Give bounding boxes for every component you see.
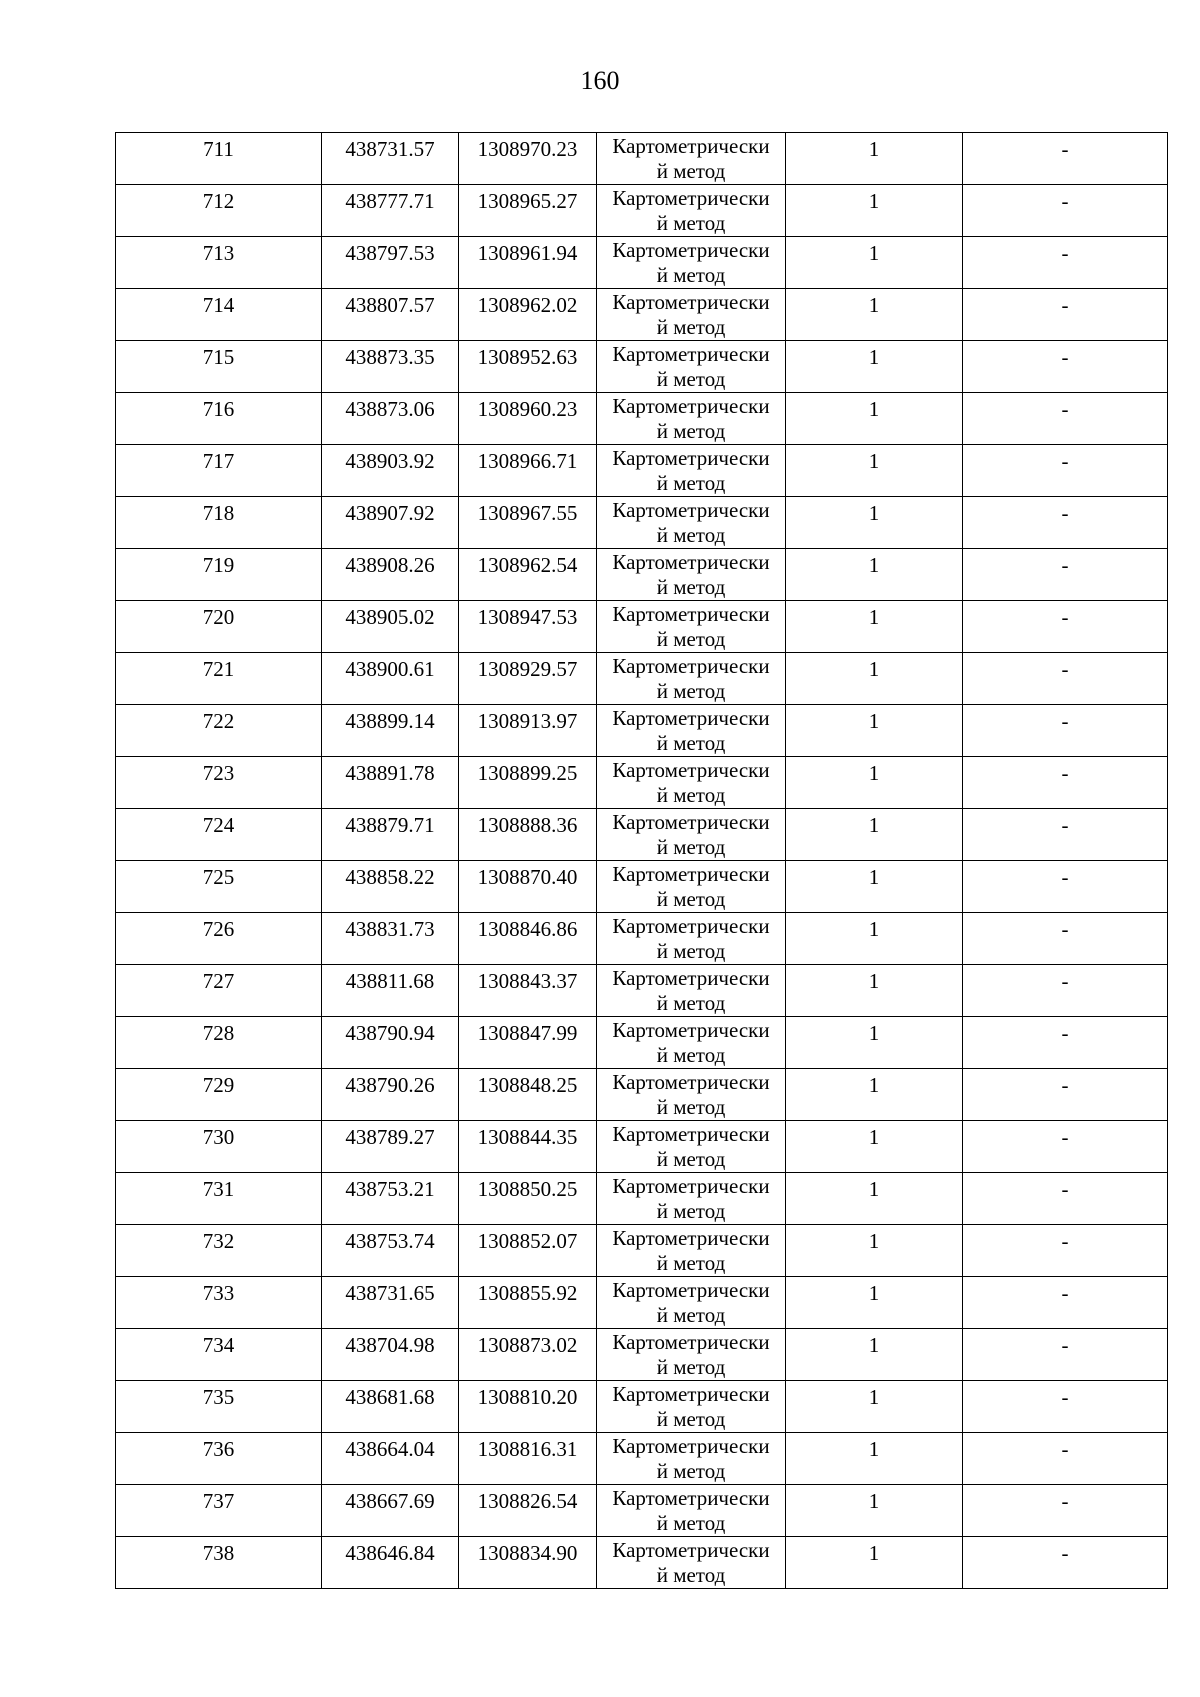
y-coordinate-cell: 1308870.40 bbox=[459, 861, 597, 913]
method-text-line-2: й метод bbox=[656, 835, 726, 859]
method-text-line-1: Картометрически bbox=[612, 758, 770, 782]
method-cell bbox=[597, 1173, 786, 1225]
method-text-line-1: Картометрически bbox=[612, 1122, 770, 1146]
method-text-line-1: Картометрически bbox=[612, 810, 770, 834]
y-coordinate-cell: 1308888.36 bbox=[459, 809, 597, 861]
point-number-cell: 738 bbox=[116, 1537, 322, 1589]
y-coordinate-cell: 1308847.99 bbox=[459, 1017, 597, 1069]
table-row bbox=[116, 913, 1168, 965]
method-cell bbox=[597, 705, 786, 757]
table-row bbox=[116, 809, 1168, 861]
x-coordinate-cell: 438789.27 bbox=[322, 1121, 459, 1173]
note-cell: - bbox=[963, 1329, 1168, 1381]
method-cell bbox=[597, 445, 786, 497]
x-coordinate-cell: 438899.14 bbox=[322, 705, 459, 757]
method-cell bbox=[597, 549, 786, 601]
note-cell: - bbox=[963, 237, 1168, 289]
y-coordinate-cell: 1308846.86 bbox=[459, 913, 597, 965]
table-row bbox=[116, 341, 1168, 393]
method-text-line-1: Картометрически bbox=[612, 1018, 770, 1042]
method-text-line-1: Картометрически bbox=[612, 706, 770, 730]
method-cell bbox=[597, 133, 786, 185]
method-text-line-2: й метод bbox=[656, 1563, 726, 1587]
table-row bbox=[116, 1433, 1168, 1485]
method-text-line-2: й метод bbox=[656, 1043, 726, 1067]
method-text-line-1: Картометрически bbox=[612, 498, 770, 522]
note-cell: - bbox=[963, 1381, 1168, 1433]
method-text-line-1: Картометрически bbox=[612, 1226, 770, 1250]
method-cell bbox=[597, 1485, 786, 1537]
method-text-line-2: й метод bbox=[656, 1511, 726, 1535]
method-text-line-2: й метод bbox=[656, 887, 726, 911]
y-coordinate-cell: 1308834.90 bbox=[459, 1537, 597, 1589]
x-coordinate-cell: 438664.04 bbox=[322, 1433, 459, 1485]
method-text-line-1: Картометрически bbox=[612, 394, 770, 418]
point-number-cell: 712 bbox=[116, 185, 322, 237]
method-text-line-2: й метод bbox=[656, 679, 726, 703]
method-text-line-2: й метод bbox=[656, 315, 726, 339]
accuracy-cell: 1 bbox=[786, 965, 963, 1017]
y-coordinate-cell: 1308844.35 bbox=[459, 1121, 597, 1173]
y-coordinate-cell: 1308967.55 bbox=[459, 497, 597, 549]
table-row bbox=[116, 237, 1168, 289]
y-coordinate-cell: 1308850.25 bbox=[459, 1173, 597, 1225]
table-row bbox=[116, 1277, 1168, 1329]
note-cell: - bbox=[963, 1433, 1168, 1485]
table-row bbox=[116, 861, 1168, 913]
accuracy-cell: 1 bbox=[786, 1173, 963, 1225]
note-cell: - bbox=[963, 601, 1168, 653]
table-row bbox=[116, 1173, 1168, 1225]
x-coordinate-cell: 438646.84 bbox=[322, 1537, 459, 1589]
point-number-cell: 722 bbox=[116, 705, 322, 757]
page-number: 160 bbox=[580, 66, 620, 95]
x-coordinate-cell: 438831.73 bbox=[322, 913, 459, 965]
table-row bbox=[116, 289, 1168, 341]
note-cell: - bbox=[963, 393, 1168, 445]
table-row bbox=[116, 1121, 1168, 1173]
table-row bbox=[116, 1069, 1168, 1121]
accuracy-cell: 1 bbox=[786, 757, 963, 809]
y-coordinate-cell: 1308855.92 bbox=[459, 1277, 597, 1329]
point-number-cell: 734 bbox=[116, 1329, 322, 1381]
point-number-cell: 730 bbox=[116, 1121, 322, 1173]
y-coordinate-cell: 1308961.94 bbox=[459, 237, 597, 289]
method-cell bbox=[597, 1017, 786, 1069]
note-cell: - bbox=[963, 965, 1168, 1017]
method-text-line-2: й метод bbox=[656, 419, 726, 443]
accuracy-cell: 1 bbox=[786, 1069, 963, 1121]
y-coordinate-cell: 1308965.27 bbox=[459, 185, 597, 237]
table-row bbox=[116, 1017, 1168, 1069]
accuracy-cell: 1 bbox=[786, 1537, 963, 1589]
method-cell bbox=[597, 757, 786, 809]
method-text-line-2: й метод bbox=[656, 263, 726, 287]
method-cell bbox=[597, 393, 786, 445]
y-coordinate-cell: 1308966.71 bbox=[459, 445, 597, 497]
note-cell: - bbox=[963, 861, 1168, 913]
method-cell bbox=[597, 1225, 786, 1277]
method-text-line-2: й метод bbox=[656, 1459, 726, 1483]
note-cell: - bbox=[963, 809, 1168, 861]
accuracy-cell: 1 bbox=[786, 861, 963, 913]
method-text-line-1: Картометрически bbox=[612, 446, 770, 470]
y-coordinate-cell: 1308810.20 bbox=[459, 1381, 597, 1433]
note-cell: - bbox=[963, 185, 1168, 237]
note-cell: - bbox=[963, 497, 1168, 549]
x-coordinate-cell: 438753.21 bbox=[322, 1173, 459, 1225]
note-cell: - bbox=[963, 653, 1168, 705]
y-coordinate-cell: 1308873.02 bbox=[459, 1329, 597, 1381]
point-number-cell: 724 bbox=[116, 809, 322, 861]
method-text-line-2: й метод bbox=[656, 575, 726, 599]
method-text-line-2: й метод bbox=[656, 991, 726, 1015]
accuracy-cell: 1 bbox=[786, 1277, 963, 1329]
x-coordinate-cell: 438873.06 bbox=[322, 393, 459, 445]
method-cell bbox=[597, 1433, 786, 1485]
point-number-cell: 733 bbox=[116, 1277, 322, 1329]
method-text-line-2: й метод bbox=[656, 159, 726, 183]
x-coordinate-cell: 438667.69 bbox=[322, 1485, 459, 1537]
point-number-cell: 719 bbox=[116, 549, 322, 601]
table-row bbox=[116, 497, 1168, 549]
accuracy-cell: 1 bbox=[786, 497, 963, 549]
table-row bbox=[116, 1381, 1168, 1433]
table-row bbox=[116, 445, 1168, 497]
table-row bbox=[116, 1537, 1168, 1589]
y-coordinate-cell: 1308843.37 bbox=[459, 965, 597, 1017]
method-text-line-1: Картометрически bbox=[612, 1538, 770, 1562]
method-text-line-2: й метод bbox=[656, 1407, 726, 1431]
x-coordinate-cell: 438753.74 bbox=[322, 1225, 459, 1277]
point-number-cell: 711 bbox=[116, 133, 322, 185]
method-cell bbox=[597, 965, 786, 1017]
table-row bbox=[116, 393, 1168, 445]
note-cell: - bbox=[963, 133, 1168, 185]
method-cell bbox=[597, 497, 786, 549]
method-text-line-1: Картометрически bbox=[612, 602, 770, 626]
method-text-line-2: й метод bbox=[656, 1095, 726, 1119]
method-text-line-1: Картометрически bbox=[612, 862, 770, 886]
method-text-line-1: Картометрически bbox=[612, 654, 770, 678]
accuracy-cell: 1 bbox=[786, 445, 963, 497]
point-number-cell: 736 bbox=[116, 1433, 322, 1485]
accuracy-cell: 1 bbox=[786, 705, 963, 757]
y-coordinate-cell: 1308826.54 bbox=[459, 1485, 597, 1537]
table-row bbox=[116, 601, 1168, 653]
accuracy-cell: 1 bbox=[786, 237, 963, 289]
point-number-cell: 723 bbox=[116, 757, 322, 809]
x-coordinate-cell: 438907.92 bbox=[322, 497, 459, 549]
method-cell bbox=[597, 1069, 786, 1121]
method-text-line-1: Картометрически bbox=[612, 550, 770, 574]
coordinates-table-body bbox=[116, 133, 1168, 1589]
method-text-line-2: й метод bbox=[656, 211, 726, 235]
point-number-cell: 717 bbox=[116, 445, 322, 497]
method-text-line-1: Картометрически bbox=[612, 1330, 770, 1354]
point-number-cell: 726 bbox=[116, 913, 322, 965]
x-coordinate-cell: 438797.53 bbox=[322, 237, 459, 289]
method-cell bbox=[597, 861, 786, 913]
y-coordinate-cell: 1308962.02 bbox=[459, 289, 597, 341]
accuracy-cell: 1 bbox=[786, 653, 963, 705]
y-coordinate-cell: 1308848.25 bbox=[459, 1069, 597, 1121]
method-text-line-2: й метод bbox=[656, 1147, 726, 1171]
point-number-cell: 728 bbox=[116, 1017, 322, 1069]
accuracy-cell: 1 bbox=[786, 1121, 963, 1173]
accuracy-cell: 1 bbox=[786, 185, 963, 237]
method-text-line-2: й метод bbox=[656, 1251, 726, 1275]
table-row bbox=[116, 549, 1168, 601]
table-row bbox=[116, 965, 1168, 1017]
point-number-cell: 715 bbox=[116, 341, 322, 393]
accuracy-cell: 1 bbox=[786, 133, 963, 185]
method-text-line-1: Картометрически bbox=[612, 186, 770, 210]
point-number-cell: 713 bbox=[116, 237, 322, 289]
method-text-line-1: Картометрически bbox=[612, 238, 770, 262]
table-row bbox=[116, 1485, 1168, 1537]
method-text-line-1: Картометрически bbox=[612, 1278, 770, 1302]
note-cell: - bbox=[963, 1537, 1168, 1589]
method-text-line-1: Картометрически bbox=[612, 1486, 770, 1510]
x-coordinate-cell: 438873.35 bbox=[322, 341, 459, 393]
method-cell bbox=[597, 1121, 786, 1173]
accuracy-cell: 1 bbox=[786, 289, 963, 341]
x-coordinate-cell: 438858.22 bbox=[322, 861, 459, 913]
x-coordinate-cell: 438879.71 bbox=[322, 809, 459, 861]
note-cell: - bbox=[963, 549, 1168, 601]
method-cell bbox=[597, 289, 786, 341]
method-cell bbox=[597, 185, 786, 237]
note-cell: - bbox=[963, 445, 1168, 497]
x-coordinate-cell: 438807.57 bbox=[322, 289, 459, 341]
y-coordinate-cell: 1308899.25 bbox=[459, 757, 597, 809]
accuracy-cell: 1 bbox=[786, 1381, 963, 1433]
accuracy-cell: 1 bbox=[786, 549, 963, 601]
table-row bbox=[116, 705, 1168, 757]
point-number-cell: 725 bbox=[116, 861, 322, 913]
accuracy-cell: 1 bbox=[786, 601, 963, 653]
x-coordinate-cell: 438777.71 bbox=[322, 185, 459, 237]
x-coordinate-cell: 438731.57 bbox=[322, 133, 459, 185]
method-text-line-1: Картометрически bbox=[612, 1070, 770, 1094]
method-text-line-2: й метод bbox=[656, 471, 726, 495]
point-number-cell: 737 bbox=[116, 1485, 322, 1537]
x-coordinate-cell: 438891.78 bbox=[322, 757, 459, 809]
accuracy-cell: 1 bbox=[786, 393, 963, 445]
point-number-cell: 731 bbox=[116, 1173, 322, 1225]
point-number-cell: 729 bbox=[116, 1069, 322, 1121]
note-cell: - bbox=[963, 341, 1168, 393]
x-coordinate-cell: 438790.26 bbox=[322, 1069, 459, 1121]
x-coordinate-cell: 438900.61 bbox=[322, 653, 459, 705]
y-coordinate-cell: 1308947.53 bbox=[459, 601, 597, 653]
x-coordinate-cell: 438903.92 bbox=[322, 445, 459, 497]
accuracy-cell: 1 bbox=[786, 1017, 963, 1069]
method-text-line-1: Картометрически bbox=[612, 966, 770, 990]
method-cell bbox=[597, 653, 786, 705]
x-coordinate-cell: 438731.65 bbox=[322, 1277, 459, 1329]
x-coordinate-cell: 438908.26 bbox=[322, 549, 459, 601]
note-cell: - bbox=[963, 289, 1168, 341]
method-text-line-1: Картометрически bbox=[612, 342, 770, 366]
y-coordinate-cell: 1308852.07 bbox=[459, 1225, 597, 1277]
method-text-line-2: й метод bbox=[656, 939, 726, 963]
method-text-line-2: й метод bbox=[656, 1303, 726, 1327]
accuracy-cell: 1 bbox=[786, 809, 963, 861]
point-number-cell: 714 bbox=[116, 289, 322, 341]
accuracy-cell: 1 bbox=[786, 1225, 963, 1277]
note-cell: - bbox=[963, 1069, 1168, 1121]
method-text-line-2: й метод bbox=[656, 1355, 726, 1379]
method-text-line-2: й метод bbox=[656, 523, 726, 547]
method-text-line-1: Картометрически bbox=[612, 1382, 770, 1406]
method-text-line-2: й метод bbox=[656, 731, 726, 755]
method-text-line-2: й метод bbox=[656, 367, 726, 391]
method-text-line-1: Картометрически bbox=[612, 134, 770, 158]
method-cell bbox=[597, 1277, 786, 1329]
method-cell bbox=[597, 913, 786, 965]
point-number-cell: 732 bbox=[116, 1225, 322, 1277]
method-text-line-1: Картометрически bbox=[612, 1434, 770, 1458]
note-cell: - bbox=[963, 913, 1168, 965]
method-text-line-1: Картометрически bbox=[612, 914, 770, 938]
method-cell bbox=[597, 601, 786, 653]
table-row bbox=[116, 1225, 1168, 1277]
point-number-cell: 735 bbox=[116, 1381, 322, 1433]
table-row bbox=[116, 757, 1168, 809]
note-cell: - bbox=[963, 1485, 1168, 1537]
method-cell bbox=[597, 1329, 786, 1381]
method-cell bbox=[597, 809, 786, 861]
note-cell: - bbox=[963, 1017, 1168, 1069]
accuracy-cell: 1 bbox=[786, 1433, 963, 1485]
x-coordinate-cell: 438811.68 bbox=[322, 965, 459, 1017]
method-text-line-2: й метод bbox=[656, 1199, 726, 1223]
accuracy-cell: 1 bbox=[786, 913, 963, 965]
y-coordinate-cell: 1308970.23 bbox=[459, 133, 597, 185]
y-coordinate-cell: 1308929.57 bbox=[459, 653, 597, 705]
y-coordinate-cell: 1308962.54 bbox=[459, 549, 597, 601]
method-cell bbox=[597, 341, 786, 393]
note-cell: - bbox=[963, 1173, 1168, 1225]
point-number-cell: 720 bbox=[116, 601, 322, 653]
note-cell: - bbox=[963, 1225, 1168, 1277]
note-cell: - bbox=[963, 705, 1168, 757]
note-cell: - bbox=[963, 1277, 1168, 1329]
method-text-line-2: й метод bbox=[656, 783, 726, 807]
point-number-cell: 718 bbox=[116, 497, 322, 549]
y-coordinate-cell: 1308952.63 bbox=[459, 341, 597, 393]
table-row bbox=[116, 653, 1168, 705]
method-cell bbox=[597, 1537, 786, 1589]
method-cell bbox=[597, 237, 786, 289]
method-text-line-1: Картометрически bbox=[612, 1174, 770, 1198]
method-cell bbox=[597, 1381, 786, 1433]
y-coordinate-cell: 1308960.23 bbox=[459, 393, 597, 445]
note-cell: - bbox=[963, 757, 1168, 809]
coordinates-table bbox=[115, 132, 1168, 1589]
accuracy-cell: 1 bbox=[786, 1485, 963, 1537]
point-number-cell: 721 bbox=[116, 653, 322, 705]
y-coordinate-cell: 1308816.31 bbox=[459, 1433, 597, 1485]
accuracy-cell: 1 bbox=[786, 1329, 963, 1381]
table-row bbox=[116, 1329, 1168, 1381]
x-coordinate-cell: 438790.94 bbox=[322, 1017, 459, 1069]
x-coordinate-cell: 438704.98 bbox=[322, 1329, 459, 1381]
point-number-cell: 727 bbox=[116, 965, 322, 1017]
point-number-cell: 716 bbox=[116, 393, 322, 445]
table-row bbox=[116, 133, 1168, 185]
accuracy-cell: 1 bbox=[786, 341, 963, 393]
x-coordinate-cell: 438681.68 bbox=[322, 1381, 459, 1433]
table-row bbox=[116, 185, 1168, 237]
note-cell: - bbox=[963, 1121, 1168, 1173]
x-coordinate-cell: 438905.02 bbox=[322, 601, 459, 653]
y-coordinate-cell: 1308913.97 bbox=[459, 705, 597, 757]
method-text-line-2: й метод bbox=[656, 627, 726, 651]
method-text-line-1: Картометрически bbox=[612, 290, 770, 314]
